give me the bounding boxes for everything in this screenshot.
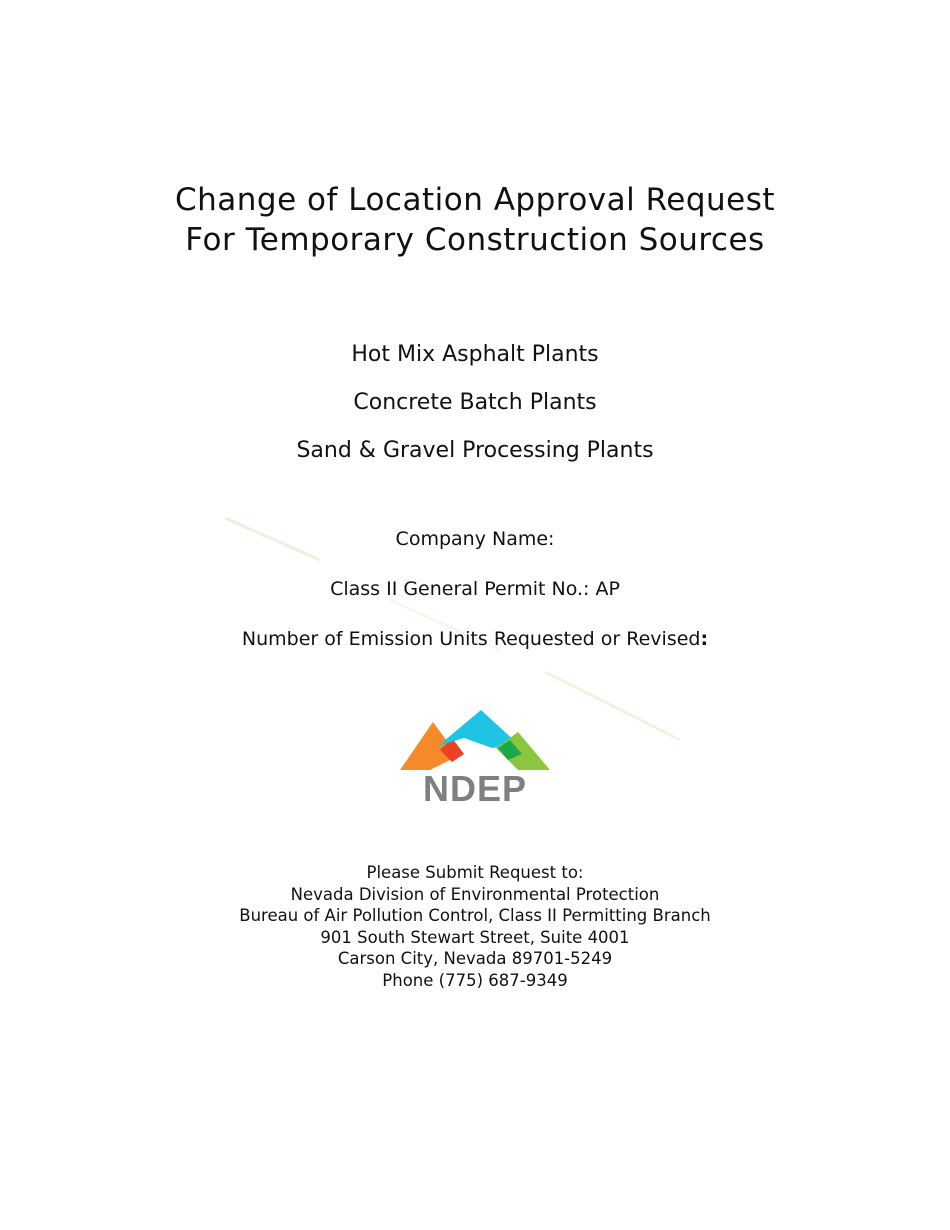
city-state-zip: Carson City, Nevada 89701-5249	[337, 949, 613, 968]
emission-units-text: Number of Emission Units Requested or Revised	[241, 628, 701, 650]
document-title	[0, 180, 950, 260]
plant-types-list	[0, 343, 950, 487]
company-name-label: Company Name:	[395, 528, 555, 550]
permit-number-label: Class II General Permit No.: AP	[330, 578, 620, 600]
phone-number: Phone (775) 687-9349	[382, 970, 568, 990]
ndep-logo	[400, 708, 550, 808]
street-address: 901 South Stewart Street, Suite 4001	[320, 927, 630, 947]
logo-text: NDEP	[422, 768, 528, 809]
emission-units-colon: :	[700, 628, 709, 650]
submit-heading: Please Submit Request to:	[366, 863, 584, 882]
form-fields	[0, 527, 950, 677]
submit-address	[0, 862, 950, 991]
emission-units-label	[0, 627, 950, 651]
title-line-2: For Temporary Construction Sources	[185, 222, 765, 258]
plant-type-sand-gravel: Sand & Gravel Processing Plants	[296, 438, 654, 463]
title-line-1: Change of Location Approval Request	[174, 182, 776, 218]
agency-name: Nevada Division of Environmental Protection	[290, 884, 660, 904]
plant-type-concrete: Concrete Batch Plants	[353, 390, 597, 415]
bureau-name: Bureau of Air Pollution Control, Class II Permitting Branch	[239, 906, 711, 925]
plant-type-asphalt: Hot Mix Asphalt Plants	[351, 342, 599, 367]
